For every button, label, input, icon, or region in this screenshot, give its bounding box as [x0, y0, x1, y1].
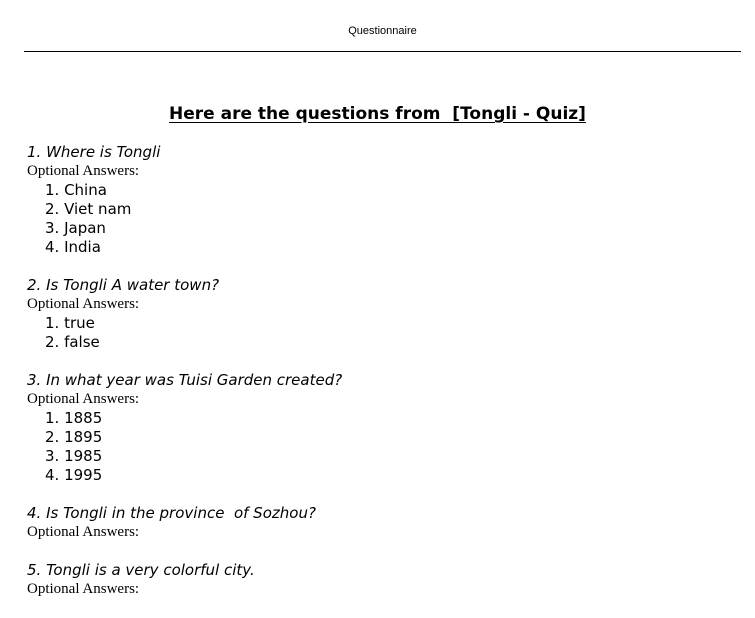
question-text: 4. Is Tongli in the province of Sozhou?: [27, 504, 316, 522]
page-header: [24, 0, 741, 52]
header-title: Questionnaire: [348, 25, 417, 37]
answer-list: [27, 409, 727, 485]
question-1: [27, 143, 727, 257]
optional-answers-label: Optional Answers:: [27, 391, 140, 407]
answer-option: 2. false: [45, 333, 100, 351]
answer-list: [27, 181, 727, 257]
question-list: [27, 143, 727, 618]
question-text: 1. Where is Tongli: [27, 143, 161, 161]
answer-list: [27, 314, 727, 352]
optional-answers-label: Optional Answers:: [27, 163, 140, 179]
question-3: [27, 371, 727, 485]
answer-option: 1. true: [45, 314, 95, 332]
answer-option: 4. 1995: [45, 466, 103, 484]
optional-answers-label: Optional Answers:: [27, 581, 140, 597]
answer-option: 2. Viet nam: [45, 200, 132, 218]
answer-option: 1. China: [45, 181, 107, 199]
question-text: 5. Tongli is a very colorful city.: [27, 561, 255, 579]
document-title-text: Here are the questions from [Tongli - Quiz]: [169, 104, 586, 124]
question-2: [27, 276, 727, 352]
answer-option: 3. 1985: [45, 447, 103, 465]
question-5: [27, 561, 727, 599]
question-text: 3. In what year was Tuisi Garden created?: [27, 371, 343, 389]
answer-option: 1. 1885: [45, 409, 103, 427]
answer-option: 2. 1895: [45, 428, 103, 446]
document-title: [0, 102, 755, 126]
question-4: [27, 504, 727, 542]
answer-option: 3. Japan: [45, 219, 106, 237]
answer-option: 4. India: [45, 238, 101, 256]
question-text: 2. Is Tongli A water town?: [27, 276, 220, 294]
optional-answers-label: Optional Answers:: [27, 296, 140, 312]
optional-answers-label: Optional Answers:: [27, 524, 140, 540]
